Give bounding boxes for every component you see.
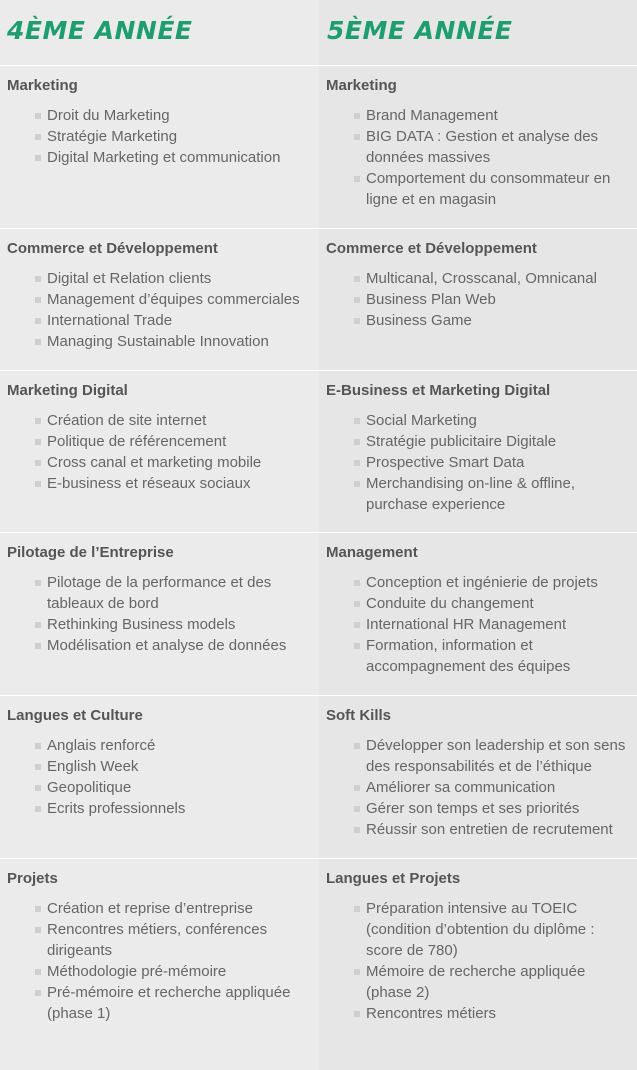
course-list [7, 410, 311, 494]
course-list-item: Rencontres métiers, conférences dirigeants [47, 919, 311, 961]
course-list-item: Ecrits professionnels [47, 798, 311, 819]
course-list-item: English Week [47, 756, 311, 777]
course-list-item: Stratégie publicitaire Digitale [366, 431, 629, 452]
year-heading-5: 5ÈME ANNÉE [327, 16, 513, 45]
course-list-item: Managing Sustainable Innovation [47, 331, 311, 352]
module-title: Commerce et Développement [326, 240, 537, 257]
course-list [7, 105, 311, 168]
course-module-left [0, 371, 319, 533]
course-list-item: Conception et ingénierie de projets [366, 572, 629, 593]
course-list-item: Prospective Smart Data [366, 452, 629, 473]
course-list-item: Comportement du consommateur en ligne et en magasin [366, 168, 629, 210]
course-module-right [319, 533, 637, 696]
module-title: Marketing Digital [7, 382, 128, 399]
course-list-item: Rencontres métiers [366, 1003, 629, 1024]
course-module-right [319, 229, 637, 371]
course-list [326, 572, 629, 677]
course-list-item: Formation, information et accompagnement des équipes [366, 635, 629, 677]
course-list-item: Création et reprise d’entreprise [47, 898, 311, 919]
course-list [326, 105, 629, 210]
course-list-item: Droit du Marketing [47, 105, 311, 126]
course-list-item: Pré-mémoire et recherche appliquée (phase 1) [47, 982, 311, 1024]
course-list-item: Management d’équipes commerciales [47, 289, 311, 310]
module-title: Langues et Culture [7, 707, 143, 724]
course-list-item: Digital et Relation clients [47, 268, 311, 289]
course-module-left [0, 229, 319, 371]
course-list-item: Anglais renforcé [47, 735, 311, 756]
course-list-item: Rethinking Business models [47, 614, 311, 635]
course-list-item: International Trade [47, 310, 311, 331]
header-4eme-annee [0, 0, 319, 66]
course-list-item: Améliorer sa communication [366, 777, 629, 798]
course-list-item: Politique de référencement [47, 431, 311, 452]
course-list-item: Réussir son entretien de recrutement [366, 819, 629, 840]
module-title: Marketing [326, 77, 397, 94]
course-list-item: Cross canal et marketing mobile [47, 452, 311, 473]
course-list-item: Brand Management [366, 105, 629, 126]
course-list-item: Stratégie Marketing [47, 126, 311, 147]
course-list [7, 268, 311, 352]
module-title: Marketing [7, 77, 78, 94]
year-heading-4: 4ÈME ANNÉE [7, 16, 193, 45]
course-list-item: BIG DATA : Gestion et analyse des données massives [366, 126, 629, 168]
course-list-item: Préparation intensive au TOEIC (condition d’obtention du diplôme : score de 780) [366, 898, 629, 961]
course-list-item: Digital Marketing et communication [47, 147, 311, 168]
course-module-left [0, 533, 319, 696]
module-title: E-Business et Marketing Digital [326, 382, 551, 399]
course-list [326, 268, 629, 331]
course-module-left [0, 66, 319, 229]
course-module-right [319, 859, 637, 1070]
course-list-item: Multicanal, Crosscanal, Omnicanal [366, 268, 629, 289]
course-list [7, 572, 311, 656]
course-list-item: International HR Management [366, 614, 629, 635]
course-list-item: Gérer son temps et ses priorités [366, 798, 629, 819]
course-list-item: Merchandising on-line & offline, purchase experience [366, 473, 629, 515]
course-list-item: Mémoire de recherche appliquée (phase 2) [366, 961, 629, 1003]
module-title: Projets [7, 870, 58, 887]
course-list [326, 735, 629, 840]
course-list-item: Création de site internet [47, 410, 311, 431]
module-title: Management [326, 544, 418, 561]
course-list-item: Méthodologie pré-mémoire [47, 961, 311, 982]
module-title: Pilotage de l’Entreprise [7, 544, 174, 561]
course-list-item: Business Plan Web [366, 289, 629, 310]
course-list-item: Social Marketing [366, 410, 629, 431]
module-title: Commerce et Développement [7, 240, 218, 257]
course-module-left [0, 696, 319, 859]
module-title: Soft Kills [326, 707, 392, 724]
course-list-item: E-business et réseaux sociaux [47, 473, 311, 494]
course-module-right [319, 696, 637, 859]
module-title: Langues et Projets [326, 870, 461, 887]
course-list [326, 898, 629, 1024]
course-module-left [0, 859, 319, 1070]
course-list-item: Pilotage de la performance et des tableaux de bord [47, 572, 311, 614]
course-list-item: Business Game [366, 310, 629, 331]
course-module-right [319, 371, 637, 533]
course-list-item: Développer son leadership et son sens des responsabilités et de l’éthique [366, 735, 629, 777]
course-module-right [319, 66, 637, 229]
course-list-item: Conduite du changement [366, 593, 629, 614]
course-list-item: Geopolitique [47, 777, 311, 798]
course-list [326, 410, 629, 515]
course-list-item: Modélisation et analyse de données [47, 635, 311, 656]
header-5eme-annee [319, 0, 637, 66]
course-list [7, 898, 311, 1024]
course-list [7, 735, 311, 819]
